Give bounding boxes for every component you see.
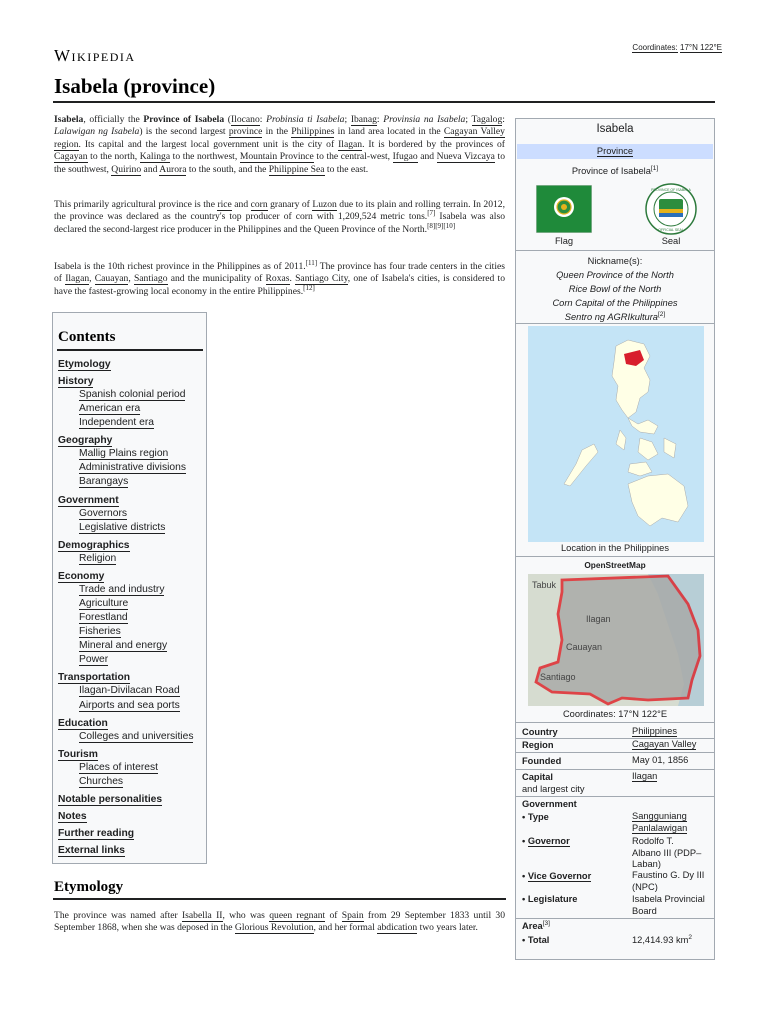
page-title: Isabela (province) <box>54 74 216 98</box>
nickname-1: Queen Province of the North <box>556 270 674 280</box>
toc-item-demographics[interactable]: Demographics <box>58 539 130 551</box>
region-label: Region <box>522 740 554 750</box>
intro-paragraph-1: Isabela, officially the Province of Isabela (Ilocano: Probinsia ti Isabela; Ibanag: Provinsia na Isabela; Tagalog: Lalawigan ng Isabela) is the second largest province in the Philippines in land area located in the Cagayan Valley region. Its capital and the largest local government unit is the city of Ilagan. It is bordered by the provinces of Cagayan to the north, Kalinga to the northwest, Mountain Province to the central-west, Ifugao and Nueva Vizcaya to the southwest, Quirino and Aurora to the south, and the Philippine Sea to the east. <box>54 114 505 175</box>
inline-link[interactable]: queen regnant <box>269 910 326 921</box>
toc-subitem-places-of-interest[interactable]: Places of interest <box>79 761 158 773</box>
infobox-subtitle <box>516 166 714 176</box>
toc-subitem-mineral-and-energy[interactable]: Mineral and energy <box>79 640 168 652</box>
toc-subitem-barangays[interactable]: Barangays <box>79 476 129 488</box>
toc-subitem-spanish-colonial-period[interactable]: Spanish colonial period <box>79 389 186 400</box>
toc-subitem-trade-and-industry[interactable]: Trade and industry <box>79 583 165 595</box>
inline-link[interactable]: Cauayan <box>94 273 129 285</box>
founded-label: Founded <box>522 756 562 766</box>
area-total-label: • Total <box>522 935 550 945</box>
toc-item-education[interactable]: Education <box>58 717 108 729</box>
area-ref[interactable]: [3] <box>542 919 550 927</box>
title-divider <box>53 101 715 103</box>
map-caption: Location in the Philippines <box>560 543 670 553</box>
inline-link[interactable]: Ibanag <box>350 114 377 125</box>
toc-subitem-religion[interactable]: Religion <box>79 552 117 564</box>
nickname-label: Nickname(s): <box>587 256 643 266</box>
intro-paragraph-3: Isabela is the 10th richest province in the Philippines as of 2011.[11] The province has four trade centers in the cities of Ilagan, Cauayan, Santiago and the municipality of Roxas. Santiago City, one of Isabela's cities, is considered to have the fastest-growing local economy in the entire Philippines.[12] <box>54 258 506 297</box>
reference-link[interactable]: [7] <box>427 209 436 218</box>
osm-place-1: Tabuk <box>532 580 557 590</box>
toc-subitem-mallig-plains-region[interactable]: Mallig Plains region <box>79 448 169 460</box>
inline-link[interactable]: Santiago City <box>295 273 348 285</box>
toc-item-history[interactable]: History <box>58 376 94 387</box>
capital-label: Capital and largest city <box>522 772 585 794</box>
inline-link[interactable]: rice <box>217 199 232 210</box>
toc-subitem-legislative-districts[interactable]: Legislative districts <box>79 521 166 533</box>
inline-link[interactable]: Quirino <box>111 163 142 175</box>
osm-place-3: Cauayan <box>566 642 603 652</box>
governor-label[interactable]: • Governor <box>522 836 570 846</box>
region-value[interactable]: Cagayan Valley <box>632 739 697 749</box>
toc-subitem-airports-and-sea-ports[interactable]: Airports and sea ports <box>79 699 180 711</box>
table-of-contents <box>52 312 207 864</box>
flag-caption: Flag <box>554 236 574 246</box>
inline-link[interactable]: Ilagan <box>338 138 363 150</box>
capital-value[interactable]: Ilagan <box>632 771 658 781</box>
toc-item-geography[interactable]: Geography <box>58 435 113 447</box>
inline-link[interactable]: abdication <box>377 922 418 934</box>
toc-item-economy[interactable]: Economy <box>58 570 105 582</box>
toc-item-further-reading[interactable]: Further reading <box>58 827 135 839</box>
inline-link[interactable]: province <box>228 126 263 138</box>
philippines-locator-map[interactable] <box>528 326 704 542</box>
toc-list <box>53 354 208 857</box>
intro-paragraph-2: This primarily agricultural province is the rice and corn granary of Luzon due to its plain and rolling terrain. In 2012, the province was declared as the country's top producer of corn with 1,209,524 metric tons.[7] Isabela was also declared the second-largest rice producer in the Philippines and the Queen Province of the North.[8][9][10] <box>54 199 505 235</box>
toc-item-external-links[interactable]: External links <box>58 844 125 856</box>
nickname-4-ref[interactable]: [2] <box>657 310 666 318</box>
toc-item-transportation[interactable]: Transportation <box>58 672 131 684</box>
toc-item-notes[interactable]: Notes <box>58 810 87 822</box>
toc-subitem-agriculture[interactable]: Agriculture <box>79 597 129 609</box>
inline-link[interactable]: Isabella II <box>181 910 223 921</box>
government-label: Government <box>522 799 577 809</box>
toc-divider <box>57 349 203 351</box>
inline-link[interactable]: Philippines <box>291 126 335 138</box>
inline-link[interactable]: Santiago <box>133 273 168 285</box>
reference-link[interactable]: [11] <box>305 258 318 267</box>
toc-item-tourism[interactable]: Tourism <box>58 748 98 760</box>
toc-item-etymology[interactable]: Etymology <box>58 359 111 370</box>
governor-value: Rodolfo T. Albano III (PDP– Laban) <box>632 836 702 869</box>
country-label: Country <box>522 727 558 737</box>
toc-subitem-independent-era[interactable]: Independent era <box>79 417 155 429</box>
area-label: Area[3] <box>522 919 550 931</box>
toc-subitem-ilagan-divilacan-road[interactable]: Ilagan-Divilacan Road <box>79 685 180 697</box>
infobox-title: Isabela <box>596 123 634 135</box>
nicknames-block <box>516 254 714 324</box>
legislature-value: Isabela Provincial Board <box>632 894 705 916</box>
gov-type-label: • Type <box>522 812 549 822</box>
osm-label[interactable]: OpenStreetMap <box>584 560 646 570</box>
inline-link[interactable]: Ilagan <box>65 273 90 285</box>
flag-image[interactable] <box>536 185 592 233</box>
inline-link[interactable]: Glorious Revolution <box>234 922 314 934</box>
founded-value: May 01, 1856 <box>632 755 689 765</box>
toc-item-government[interactable]: Government <box>58 494 119 506</box>
section-divider <box>53 898 506 900</box>
nickname-4-row <box>516 310 714 324</box>
toc-subitem-american-era[interactable]: American era <box>79 403 141 415</box>
etymology-paragraph: The province was named after Isabella II, who was queen regnant of Spain from 29 September 1833 until 30 September 1868, when she was deposed in the Glorious Revolution, and her formal abdication two years later. <box>54 910 505 934</box>
seal-image[interactable] <box>640 183 702 235</box>
infobox-divider <box>516 722 714 723</box>
inline-link[interactable]: Tagalog <box>471 114 503 125</box>
toc-subitem-colleges-and-universities[interactable]: Colleges and universities <box>79 730 194 742</box>
infobox-divider <box>516 250 714 251</box>
infobox-type-band <box>517 144 713 159</box>
toc-subitem-fisheries[interactable]: Fisheries <box>79 626 121 638</box>
inline-link[interactable]: Kalinga <box>139 151 171 163</box>
inline-link[interactable]: Spain <box>341 910 364 921</box>
reference-link[interactable]: [8][9][10] <box>427 221 456 230</box>
infobox-divider <box>516 918 714 919</box>
area-total-value: 12,414.93 $km^2$ <box>632 933 692 945</box>
inline-link[interactable]: Ilocano <box>230 114 260 125</box>
infobox-coordinates[interactable]: Coordinates: 17°N 122°E <box>562 709 668 719</box>
infobox-type-link[interactable]: Province <box>596 146 634 156</box>
inline-link[interactable]: Cagayan Valley region <box>54 126 505 150</box>
inline-link[interactable]: Mountain Province <box>239 151 314 163</box>
inline-link[interactable]: Aurora <box>159 163 187 175</box>
nickname-4: Sentro ng AGRIkultura <box>564 312 658 322</box>
section-heading-etymology: Etymology <box>54 879 124 895</box>
osm-place-4: Santiago <box>540 672 576 682</box>
infobox-divider <box>516 556 714 557</box>
toc-subitem-power[interactable]: Power <box>79 654 109 666</box>
seal-text-bottom: OFFICIAL SEAL <box>658 228 684 232</box>
coordinates-top <box>632 43 722 52</box>
gov-type-value[interactable]: Sangguniang Panlalawigan <box>632 811 688 833</box>
inline-link[interactable]: Ifugao <box>392 151 418 163</box>
inline-link[interactable]: Nueva Vizcaya <box>436 151 495 163</box>
toc-title: Contents <box>58 329 116 345</box>
vice-governor-label[interactable]: • Vice Governor <box>522 871 592 881</box>
toc-item-notable-personalities[interactable]: Notable personalities <box>58 793 163 805</box>
infobox-subtitle-text: Province of Isabela <box>571 166 651 176</box>
infobox <box>515 118 715 960</box>
reference-link[interactable]: [12] <box>303 283 315 292</box>
seal-caption: Seal <box>661 236 681 246</box>
legislature-label: • Legislature <box>522 894 578 904</box>
infobox-divider <box>516 752 714 753</box>
toc-subitem-administrative-divisions[interactable]: Administrative divisions <box>79 462 187 474</box>
infobox-divider <box>516 323 714 324</box>
inline-link[interactable]: Roxas <box>265 273 290 285</box>
toc-subitem-churches[interactable]: Churches <box>79 775 124 787</box>
coordinates-top-label[interactable]: Coordinates: <box>632 43 678 52</box>
nickname-2: Rice Bowl of the North <box>568 284 662 294</box>
toc-subitem-governors[interactable]: Governors <box>79 507 128 519</box>
coordinates-top-value[interactable]: 17°N 122°E <box>680 43 722 52</box>
osm-place-2: Ilagan <box>586 614 611 624</box>
inline-link[interactable]: Cagayan <box>54 151 88 163</box>
infobox-divider <box>516 769 714 770</box>
inline-link[interactable]: Luzon <box>312 199 337 210</box>
seal-text-top: PROVINCE OF ISABELA <box>651 188 691 192</box>
nickname-3: Corn Capital of the Philippines <box>552 298 678 308</box>
country-value[interactable]: Philippines <box>632 726 677 736</box>
infobox-subtitle-ref[interactable]: [1] <box>650 164 659 172</box>
openstreetmap-detail-map[interactable] <box>528 574 704 706</box>
vice-governor-value: Faustino G. Dy III (NPC) <box>632 870 705 892</box>
inline-link[interactable]: corn <box>250 199 268 210</box>
toc-subitem-forestland[interactable]: Forestland <box>79 612 128 624</box>
wikipedia-wordmark[interactable]: Wikipedia <box>54 46 136 65</box>
inline-link[interactable]: Philippine Sea <box>268 163 325 175</box>
infobox-divider <box>516 796 714 797</box>
